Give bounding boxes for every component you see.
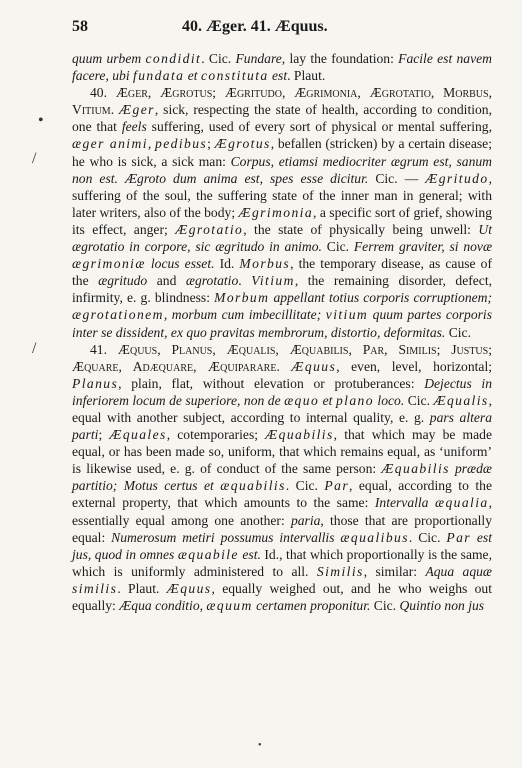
text-run: . Plaut.	[117, 580, 167, 596]
text-run: æger animi	[72, 136, 148, 152]
text-run: Id., that which proportionally is the same, which is uniformly administered to all.	[72, 546, 492, 579]
paragraph	[72, 84, 492, 340]
text-run: , essentially equal among one another:	[72, 495, 492, 528]
text-run: , suffering of the soul, the suffering state of the inner man in general; with later writers, also of the body;	[72, 170, 492, 220]
text-run: ægrotatio	[185, 273, 239, 289]
text-run: Dejectus in inferiorem locum de superiore, non de	[72, 375, 493, 408]
text-run: Planus	[72, 375, 119, 391]
text-run: constituta	[200, 68, 269, 84]
page-number: 58	[72, 18, 88, 35]
running-title: 40. Æger. 41. Æquus.	[182, 18, 328, 35]
text-run: , similar:	[363, 563, 426, 579]
text-run: ægrimoniæ	[72, 256, 146, 272]
text-run: Facile est navem facere, ubi	[72, 51, 492, 84]
text-run: Intervalla	[374, 495, 435, 511]
text-run: Ut ægrotatio in corpore, sic ægritudo in animo.	[72, 221, 492, 255]
text-run: .	[238, 273, 252, 289]
text-run: ægritudo	[98, 273, 148, 289]
text-run: Æquabilis	[265, 427, 334, 443]
paragraph	[72, 341, 492, 615]
text-run: Cic.	[445, 324, 471, 340]
text-run	[280, 359, 292, 374]
text-run: similis	[72, 580, 118, 596]
text-run: ;	[207, 136, 215, 152]
text-run: et	[319, 392, 336, 408]
text-run: , a specific sort of grief, showing its effect, anger;	[72, 204, 492, 237]
text-run: ægrotationem	[72, 307, 164, 323]
text-run: , the state of physically being unwell:	[243, 221, 479, 237]
text-run: æqualibus	[340, 529, 409, 545]
text-run: Similis	[316, 563, 364, 579]
text-run: , befallen (stricken) by a certain disease; he who is sick, a sick man:	[72, 136, 492, 169]
text-run: Morbum	[214, 290, 270, 306]
text-run: Ægritudo	[425, 170, 489, 186]
text-run: prædæ partitio; Motus certus et	[72, 461, 492, 494]
text-run: . Plaut.	[287, 68, 326, 84]
text-run: Aqua aquæ	[425, 563, 492, 579]
text-run: , the temporary disease, as cause of the	[72, 256, 492, 289]
text-run: Æquus	[166, 580, 212, 596]
page-body	[72, 50, 492, 614]
text-run: Id.	[214, 256, 240, 272]
text-run: Quintio non jus	[399, 598, 485, 613]
text-run: , sick, respecting the state of health, according to condition, one that	[72, 102, 492, 135]
text-run: , equally weighed out, and he who weighs out equally:	[72, 580, 493, 613]
text-run: Fundare	[235, 51, 282, 66]
text-run: Ægrotus	[214, 136, 271, 152]
text-run: . Cic.	[201, 51, 236, 66]
text-run: Æqua conditio,	[119, 598, 207, 613]
running-header	[72, 18, 492, 40]
text-run: suffering, used of every sort of physical or mental suffering,	[146, 119, 492, 135]
text-run: Cic. —	[368, 170, 426, 186]
margin-tick-mark: /	[32, 340, 37, 357]
text-run: est jus, quod in omnes	[72, 529, 492, 562]
paragraph	[72, 50, 492, 84]
text-run: æquabilis	[220, 478, 286, 494]
text-run: . Cic.	[408, 529, 447, 545]
text-run: Cic.	[321, 239, 354, 255]
text-run: Æquales	[109, 427, 167, 443]
text-run: , those that are proportionally equal:	[72, 512, 493, 545]
text-run: Corpus, etiamsi mediocriter ægrum est, sanum non est. Ægroto dum anima est, spes esse dicitur.	[72, 153, 492, 186]
text-run: vitium	[325, 307, 369, 323]
text-run: ,	[147, 136, 155, 152]
text-run: Æquabilis	[381, 461, 450, 477]
text-run: Ægrimonia	[238, 204, 314, 220]
text-run: Cic.	[370, 598, 400, 613]
text-run: et	[184, 68, 201, 84]
text-run: Morbus	[239, 256, 291, 272]
text-run: and	[147, 273, 186, 289]
text-run: æquo	[284, 392, 320, 408]
text-run: æqualia	[434, 495, 489, 511]
text-run: condidit	[145, 51, 202, 66]
text-run: Vitium	[251, 273, 295, 289]
text-run: Ægrotatio	[175, 221, 244, 237]
text-run: est.	[238, 546, 261, 562]
text-run: , lay the foundation:	[281, 51, 399, 66]
text-run: . Cic.	[285, 478, 325, 494]
text-run: quum urbem	[72, 51, 146, 66]
text-run: pars altera parti	[72, 409, 493, 443]
text-run: , cotemporaries;	[166, 427, 266, 443]
bottom-dot-mark: •	[258, 740, 262, 751]
text-run: , equal with another subject, according to internal quality, e. g.	[72, 392, 493, 425]
text-run: Æquus	[291, 358, 337, 374]
text-run: appellant totius corporis corruptionem;	[269, 290, 492, 306]
text-run: , the remaining disorder, defect, infirmity, e. g. blindness:	[72, 273, 492, 306]
text-run: , even, level, horizontal;	[336, 358, 492, 374]
text-run: Æqualis	[433, 392, 489, 408]
text-run: locus esset.	[145, 256, 215, 272]
text-run: æquum	[206, 598, 253, 613]
text-run: est	[268, 68, 288, 84]
text-run: paria	[290, 512, 321, 528]
text-run: Par	[324, 478, 350, 494]
text-run: æquabile	[177, 546, 239, 562]
text-run: pedibus	[155, 136, 208, 152]
text-run: , plain, flat, without elevation or protuberances:	[118, 375, 425, 391]
text-run: certamen proponitur.	[252, 598, 371, 613]
text-run: , that which may be made equal, or has been made so, uniform, that which remains equal, as ‘uniform’ is likewise used, e. g. of conduct of the same person:	[72, 427, 492, 477]
margin-tick-mark: /	[32, 150, 37, 167]
text-run: fundata	[133, 68, 185, 84]
text-run: , morbum cum imbecillitate;	[163, 307, 326, 323]
text-run: ;	[98, 427, 110, 443]
text-run: 40. Æger, Ægrotus; Ægritudo, Ægrimonia, Ægrotatio, Morbus, Vitium.	[72, 85, 492, 118]
text-run: loco.	[373, 392, 405, 408]
text-run: feels	[121, 119, 147, 135]
text-run: Æger	[119, 102, 155, 118]
margin-dot-mark: •	[38, 112, 44, 129]
text-run: 41. Æquus, Planus, Æqualis, Æquabilis, Par, Similis; Justus; Æquare, Adæquare, Æquiparare.	[72, 341, 492, 374]
text-run: Par	[446, 529, 471, 545]
text-run: quum partes corporis inter se dissident, ex quo pravitas membrorum, distortio, deformitas.	[72, 307, 492, 340]
text-run: Numerosum metiri possumus intervallis	[111, 529, 341, 545]
text-run: Cic.	[404, 392, 434, 408]
text-run: , equal, according to the external property, that which amounts to the same:	[72, 478, 492, 511]
text-run: Ferrem graviter, si novæ	[353, 239, 493, 255]
text-run: plano	[335, 392, 374, 408]
